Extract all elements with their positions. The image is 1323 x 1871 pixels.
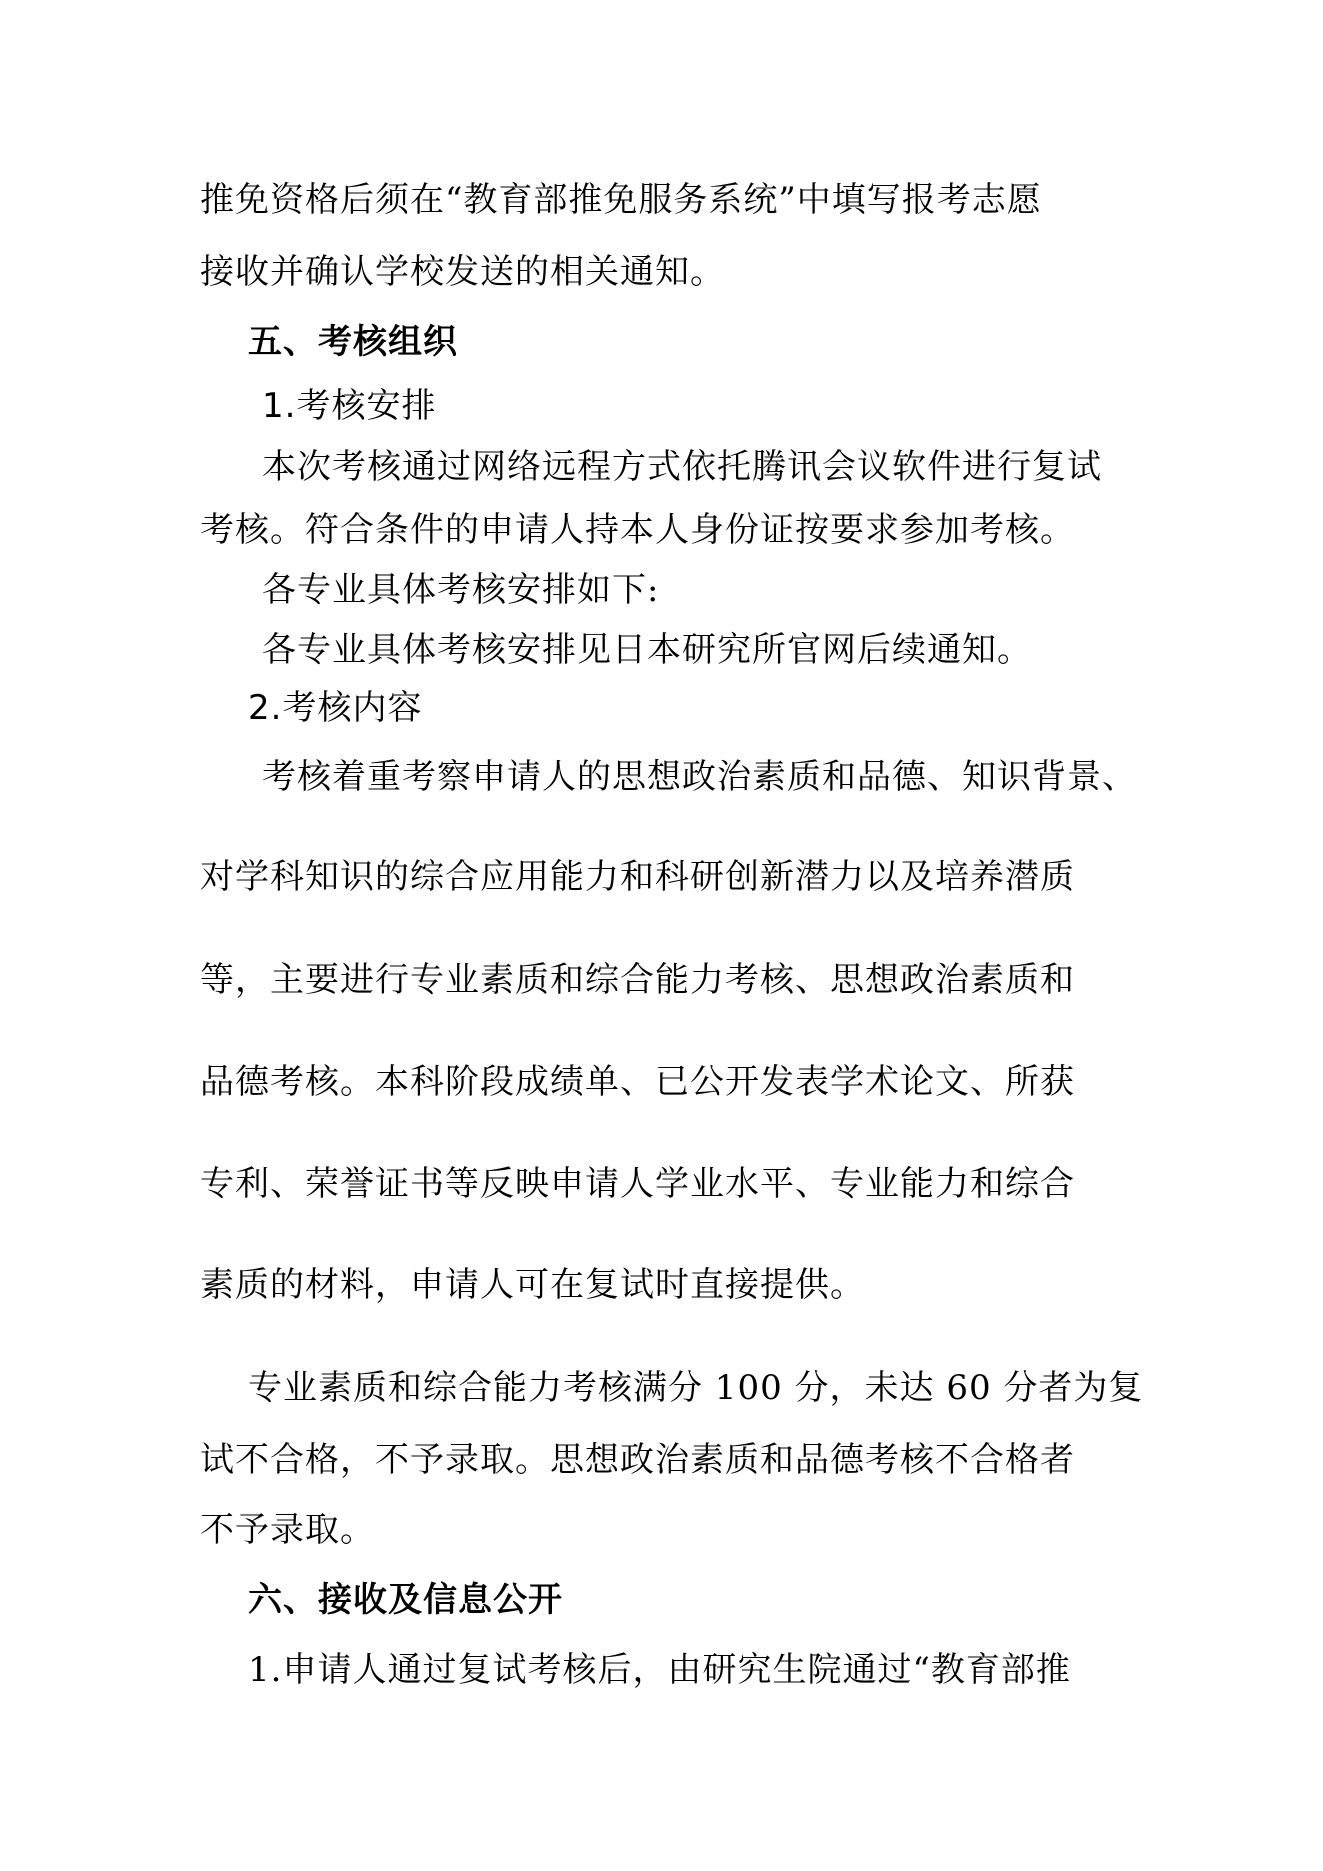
paragraph-line: 接收并确认学校发送的相关通知。	[200, 252, 725, 292]
subsection-heading: 1.考核安排	[262, 386, 437, 426]
paragraph-line: 素质的材料，申请人可在复试时直接提供。	[200, 1265, 865, 1305]
section-heading: 六、接收及信息公开	[248, 1580, 563, 1620]
section-heading: 五、考核组织	[248, 322, 458, 362]
paragraph-line: 推免资格后须在“教育部推免服务系统”中填写报考志愿	[200, 180, 1042, 220]
paragraph-line: 专业素质和综合能力考核满分 100 分，未达 60 分者为复	[248, 1368, 1144, 1408]
paragraph-line: 等，主要进行专业素质和综合能力考核、思想政治素质和	[200, 960, 1075, 1000]
paragraph-line: 各专业具体考核安排如下:	[262, 570, 660, 610]
paragraph-line: 本次考核通过网络远程方式依托腾讯会议软件进行复试	[262, 447, 1102, 487]
paragraph-line: 品德考核。本科阶段成绩单、已公开发表学术论文、所获	[200, 1062, 1075, 1102]
paragraph-line: 考核着重考察申请人的思想政治素质和品德、知识背景、	[262, 757, 1137, 797]
paragraph-line: 各专业具体考核安排见日本研究所官网后续通知。	[262, 630, 1032, 670]
paragraph-line: 1.申请人通过复试考核后，由研究生院通过“教育部推	[248, 1650, 1071, 1690]
paragraph-line: 对学科知识的综合应用能力和科研创新潜力以及培养潜质	[200, 857, 1075, 897]
paragraph-line: 考核。符合条件的申请人持本人身份证按要求参加考核。	[200, 510, 1075, 550]
paragraph-line: 专利、荣誉证书等反映申请人学业水平、专业能力和综合	[200, 1164, 1075, 1204]
subsection-heading: 2.考核内容	[248, 688, 423, 728]
paragraph-line: 试不合格，不予录取。思想政治素质和品德考核不合格者	[200, 1440, 1075, 1480]
paragraph-line: 不予录取。	[200, 1510, 375, 1550]
